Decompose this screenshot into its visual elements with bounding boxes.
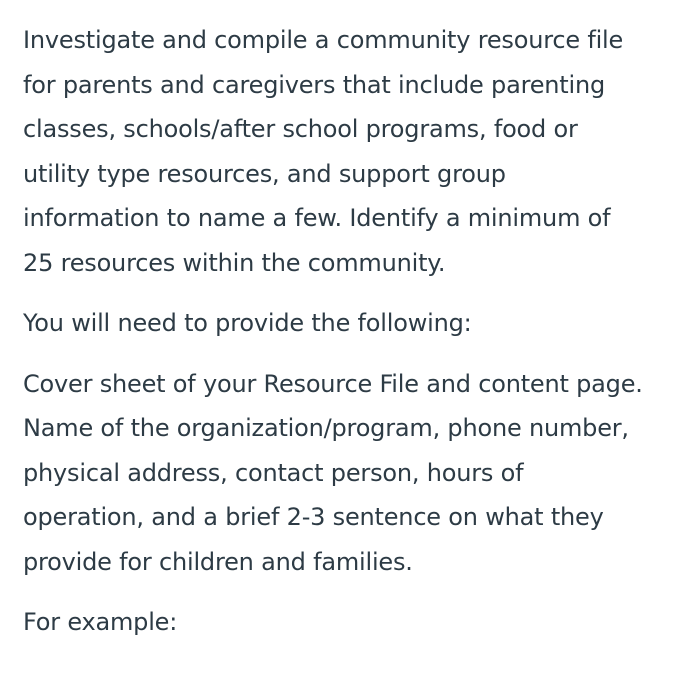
- requirements-line: provide for children and families.: [23, 547, 413, 576]
- intro-line: for parents and caregivers that include parenting: [23, 70, 606, 99]
- requirements-line: operation, and a brief 2-3 sentence on what they: [23, 503, 604, 531]
- requirements-line: Name of the organization/program, phone number,: [23, 414, 629, 442]
- requirements-line: physical address, contact person, hours of: [23, 458, 524, 487]
- intro-line: Investigate and compile a community resource file: [23, 26, 624, 54]
- intro-paragraph: [23, 18, 695, 285]
- provide-heading: You will need to provide the following:: [23, 309, 472, 337]
- intro-line: classes, schools/after school programs, food or: [23, 115, 578, 143]
- requirements-line: Cover sheet of your Resource File and content page.: [23, 369, 643, 398]
- example-label: For example:: [23, 608, 178, 636]
- intro-line: 25 resources within the community.: [23, 248, 446, 277]
- intro-line: utility type resources, and support group: [23, 159, 506, 188]
- requirements-paragraph: [23, 362, 695, 585]
- document-body: [23, 18, 695, 645]
- intro-line: information to name a few. Identify a minimum of: [23, 204, 611, 232]
